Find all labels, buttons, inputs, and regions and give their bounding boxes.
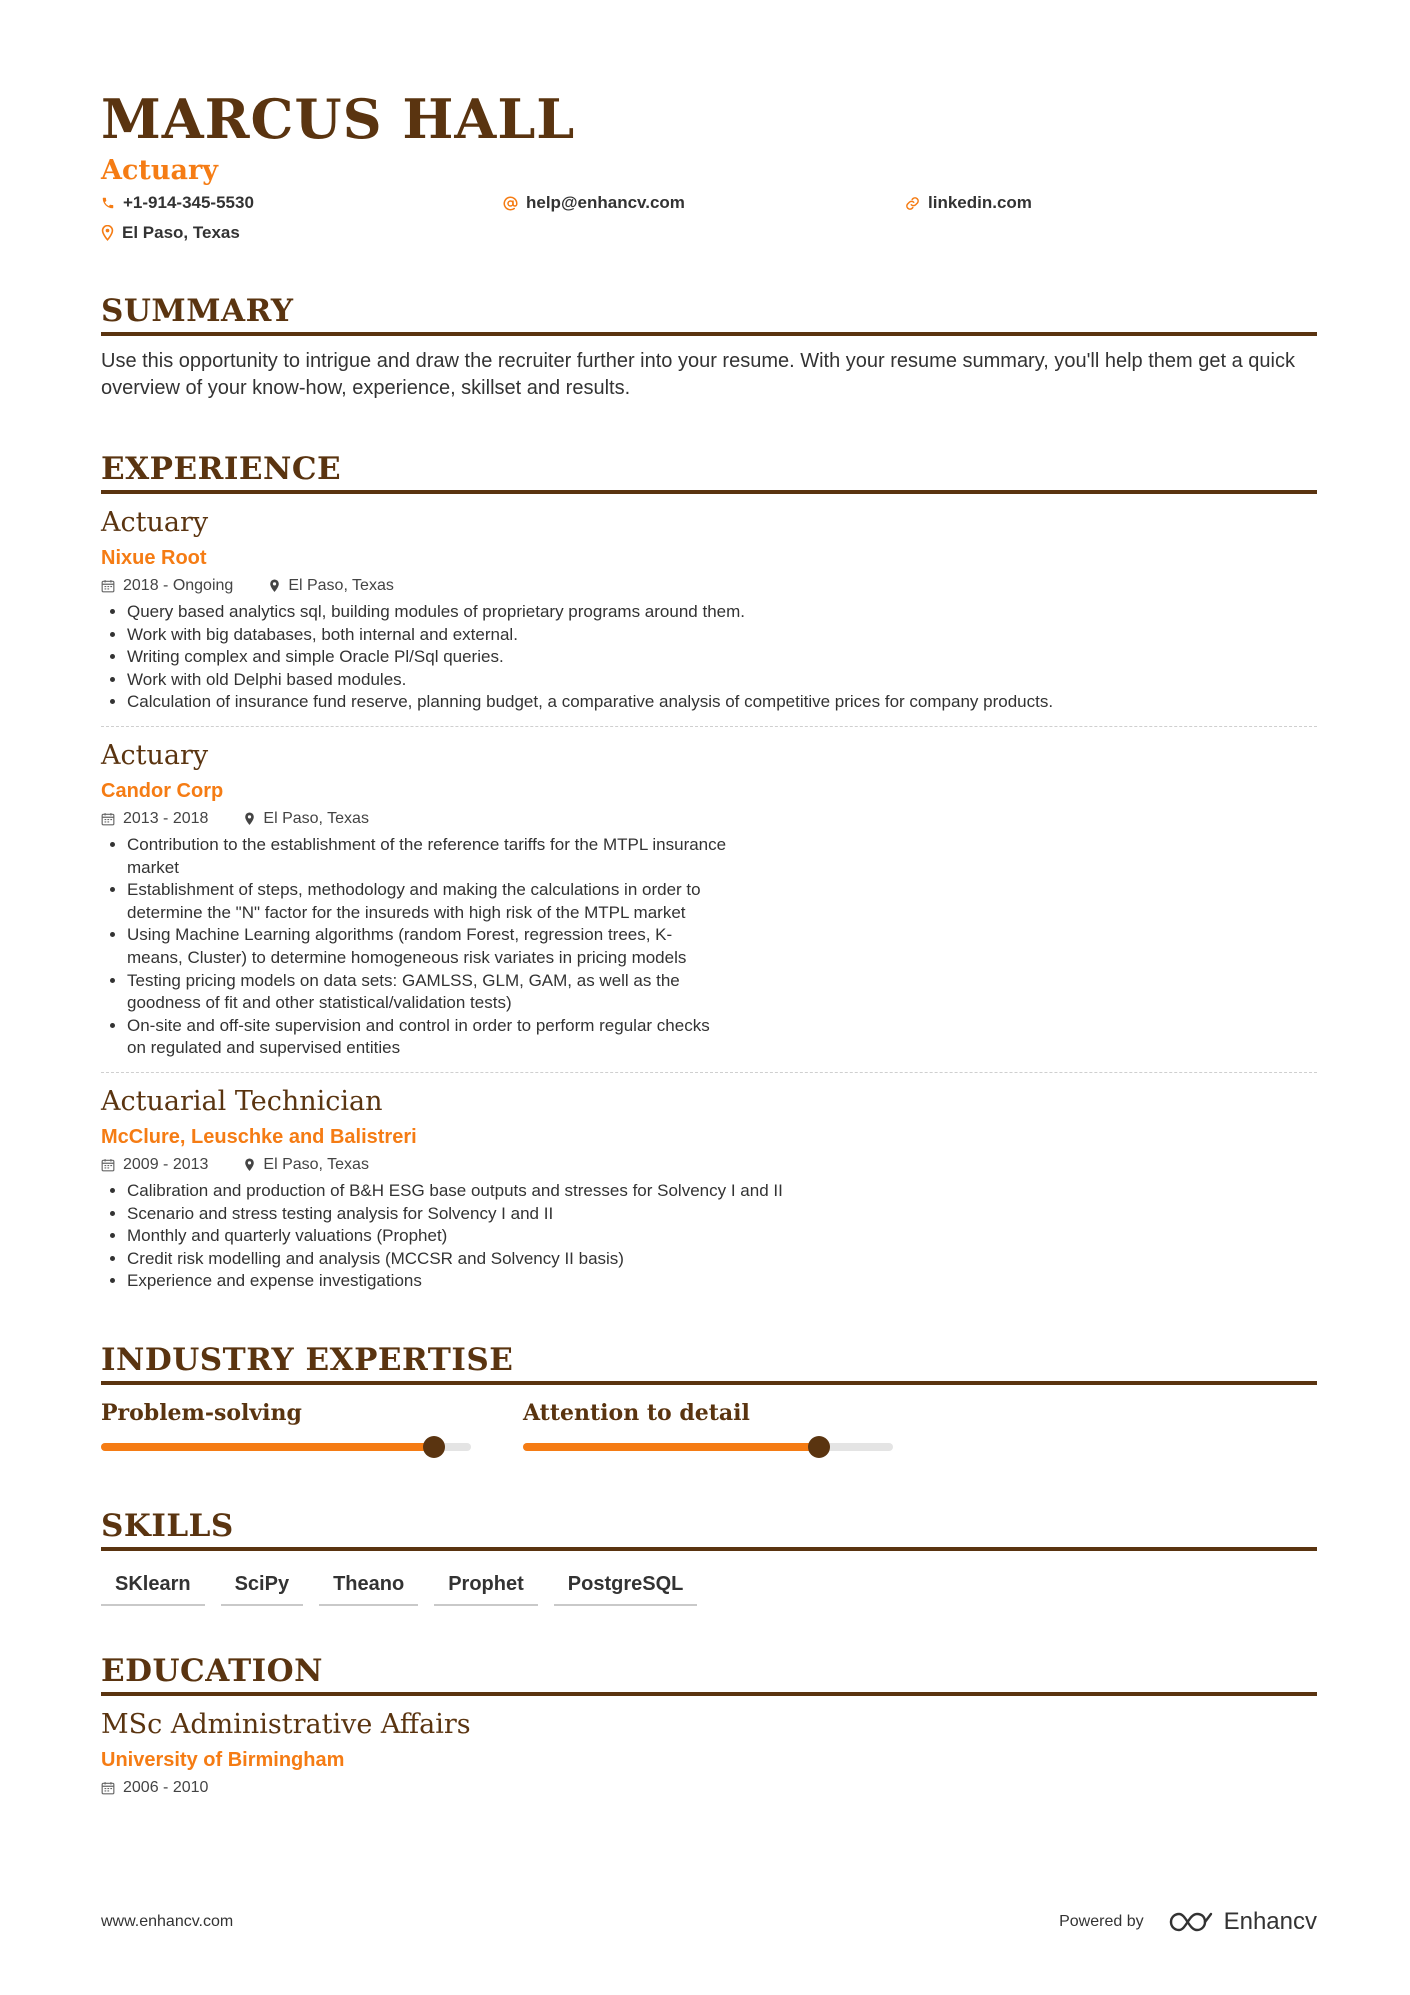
summary-section xyxy=(101,292,1317,402)
skills-list xyxy=(101,1569,1317,1606)
job-role: Actuary xyxy=(101,739,209,771)
expertise-item xyxy=(101,1399,471,1451)
expertise-list xyxy=(101,1399,1317,1451)
contact-phone[interactable] xyxy=(101,192,503,214)
summary-text: Use this opportunity to intrigue and draw the recruiter further into your resume. With your resume summary, you'll help them get a quick overview of your know-how, experience, skillset and results. xyxy=(101,350,1295,399)
powered-by xyxy=(1059,1908,1317,1936)
expertise-bar-knob xyxy=(808,1436,830,1458)
expertise-bar-fill xyxy=(101,1443,434,1451)
contact-location xyxy=(101,222,503,244)
expertise-bar-fill xyxy=(523,1443,819,1451)
job-meta xyxy=(101,808,1317,830)
pin-icon xyxy=(244,812,255,826)
summary-heading: SUMMARY xyxy=(101,292,1317,336)
skills-section xyxy=(101,1507,1317,1606)
brand-logo[interactable] xyxy=(1168,1908,1317,1936)
expertise-bar xyxy=(523,1443,893,1451)
experience-entry xyxy=(101,1073,1317,1305)
footer-website[interactable]: www.enhancv.com xyxy=(101,1913,234,1930)
job-bullets xyxy=(101,834,727,1060)
expertise-heading: INDUSTRY EXPERTISE xyxy=(101,1341,1317,1385)
job-dates: 2009 - 2013 xyxy=(123,1155,209,1173)
education-section xyxy=(101,1652,1317,1799)
list-item: • Work with old Delphi based modules. xyxy=(127,669,1317,692)
list-item: • Writing complex and simple Oracle Pl/Sql queries. xyxy=(127,646,1317,669)
job-company: Nixue Root xyxy=(101,547,207,569)
skills-heading: SKILLS xyxy=(101,1507,1317,1551)
list-item: • Calibration and production of B&H ESG base outputs and stresses for Solvency I and II xyxy=(127,1180,1317,1203)
list-item: • On-site and off-site supervision and control in order to perform regular checks on regulated and supervised entities xyxy=(127,1015,727,1060)
pin-icon xyxy=(101,225,114,241)
enhancv-logo-icon xyxy=(1168,1911,1214,1933)
resume-page xyxy=(101,86,1317,1799)
expertise-item xyxy=(523,1399,893,1451)
skill-tag: SciPy xyxy=(221,1569,303,1606)
location-text: El Paso, Texas xyxy=(122,223,240,242)
list-item: • Scenario and stress testing analysis for Solvency I and II xyxy=(127,1203,1317,1226)
education-school: University of Birmingham xyxy=(101,1748,345,1771)
job-bullets xyxy=(101,1180,1317,1293)
list-item: • Establishment of steps, methodology and making the calculations in order to determine the "N" factor for the insureds with high risk of the MTPL market xyxy=(127,879,727,924)
calendar-icon xyxy=(101,1158,115,1172)
skill-tag: SKlearn xyxy=(101,1569,205,1606)
skill-tag: Prophet xyxy=(434,1569,538,1606)
list-item: • Credit risk modelling and analysis (MCCSR and Solvency II basis) xyxy=(127,1248,1317,1271)
job-location: El Paso, Texas xyxy=(288,577,394,594)
calendar-icon xyxy=(101,1781,115,1795)
contact-email[interactable] xyxy=(503,192,905,214)
expertise-label: Attention to detail xyxy=(523,1399,750,1426)
education-dates: 2006 - 2010 xyxy=(123,1778,209,1796)
education-heading: EDUCATION xyxy=(101,1652,1317,1696)
job-dates: 2018 - Ongoing xyxy=(123,577,234,594)
brand-name: Enhancv xyxy=(1223,1908,1317,1935)
link-icon xyxy=(905,196,920,211)
list-item: • Monthly and quarterly valuations (Prophet) xyxy=(127,1225,1317,1248)
email-text: help@enhancv.com xyxy=(526,193,685,212)
skill-tag: PostgreSQL xyxy=(554,1569,698,1606)
job-location: El Paso, Texas xyxy=(263,809,369,827)
skill-tag: Theano xyxy=(319,1569,418,1606)
phone-icon xyxy=(101,196,115,210)
job-role: Actuary xyxy=(101,507,209,538)
list-item: • Calculation of insurance fund reserve, planning budget, a comparative analysis of competitive prices for company products. xyxy=(127,691,1317,714)
expertise-bar-knob xyxy=(423,1436,445,1458)
job-dates: 2013 - 2018 xyxy=(123,809,209,827)
education-meta xyxy=(101,1777,1317,1799)
expertise-bar xyxy=(101,1443,471,1451)
experience-heading: EXPERIENCE xyxy=(101,450,1317,494)
page-footer xyxy=(101,1908,1317,1936)
list-item: • Contribution to the establishment of the reference tariffs for the MTPL insurance market xyxy=(127,834,727,879)
candidate-title: Actuary xyxy=(101,155,218,186)
list-item: • Testing pricing models on data sets: GAMLSS, GLM, GAM, as well as the goodness of fit and other statistical/validation tests) xyxy=(127,970,727,1015)
list-item: • Using Machine Learning algorithms (random Forest, regression trees, K-means, Cluster) to determine homogeneous risk variates in pricing models xyxy=(127,924,727,969)
job-meta xyxy=(101,1154,1317,1176)
job-location: El Paso, Texas xyxy=(263,1155,369,1173)
job-company: Candor Corp xyxy=(101,779,224,802)
job-bullets xyxy=(101,601,1317,714)
list-item: • Experience and expense investigations xyxy=(127,1270,1317,1293)
job-company: McClure, Leuschke and Balistreri xyxy=(101,1125,417,1148)
experience-section xyxy=(101,450,1317,1305)
at-icon xyxy=(503,196,518,211)
contact-info xyxy=(101,192,1317,244)
linkedin-text: linkedin.com xyxy=(928,193,1032,212)
pin-icon xyxy=(269,579,280,593)
list-item: • Work with big databases, both internal and external. xyxy=(127,624,1317,647)
expertise-section xyxy=(101,1341,1317,1451)
job-role: Actuarial Technician xyxy=(101,1085,383,1117)
calendar-icon xyxy=(101,812,115,826)
experience-entry xyxy=(101,494,1317,727)
pin-icon xyxy=(244,1158,255,1172)
expertise-label: Problem-solving xyxy=(101,1399,302,1426)
candidate-name: MARCUS HALL xyxy=(101,87,576,151)
education-degree: MSc Administrative Affairs xyxy=(101,1708,471,1740)
resume-header xyxy=(101,86,1317,244)
calendar-icon xyxy=(101,579,115,593)
powered-by-label: Powered by xyxy=(1059,1913,1144,1930)
phone-text: +1-914-345-5530 xyxy=(123,193,254,212)
experience-entry xyxy=(101,727,1317,1073)
list-item: • Query based analytics sql, building modules of proprietary programs around them. xyxy=(127,601,1317,624)
contact-linkedin[interactable] xyxy=(905,192,1307,214)
job-meta xyxy=(101,575,1317,597)
